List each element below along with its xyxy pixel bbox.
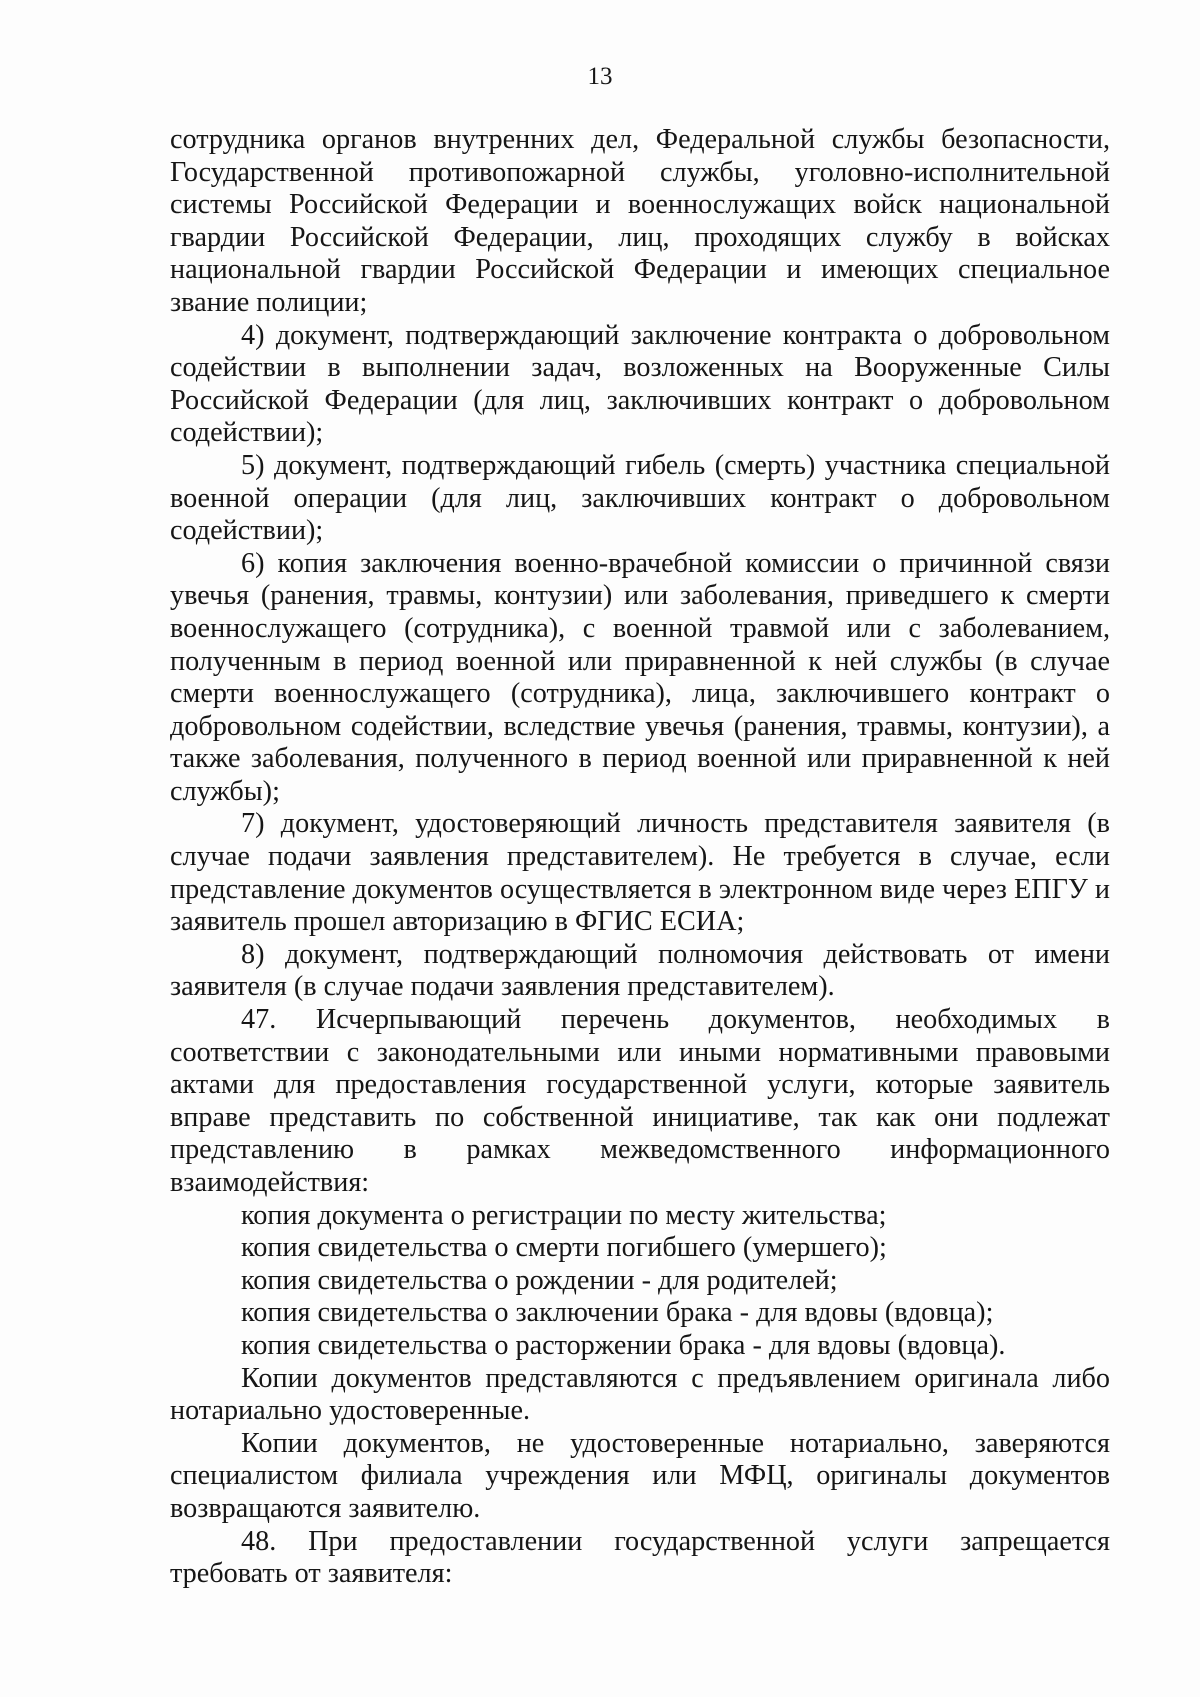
paragraph-item-4: 4) документ, подтверждающий заключение контракта о добровольном содействии в выполнении задач, возложенных на Вооруженные Силы Российской Федерации (для лиц, заключивших контракт о добровольном содействии);: [170, 319, 1110, 449]
list-item-death-certificate-copy: копия свидетельства о смерти погибшего (умершего);: [241, 1232, 887, 1264]
page-number: 13: [587, 63, 613, 90]
paragraph-item-7: 7) документ, удостоверяющий личность представителя заявителя (в случае подачи заявления представителем). Не требуется в случае, если представление документов осуществляется в электронном виде через ЕПГУ и заявитель прошел авторизацию в ФГИС ЕСИА;: [170, 808, 1110, 938]
paragraph-copies-certification: Копии документов, не удостоверенные нотариально, заверяются специалистом филиала учреждения или МФЦ, оригиналы документов возвращаются заявителю.: [170, 1427, 1110, 1524]
list-item-marriage-certificate-copy: копия свидетельства о заключении брака - для вдовы (вдовца);: [241, 1297, 994, 1329]
paragraph-item-5: 5) документ, подтверждающий гибель (смерть) участника специальной военной операции (для лиц, заключивших контракт о добровольном содействии);: [170, 449, 1110, 547]
list-item-divorce-certificate-copy: копия свидетельства о расторжении брака - для вдовы (вдовца).: [241, 1329, 1006, 1361]
list-item-birth-certificate-copy: копия свидетельства о рождении - для родителей;: [241, 1264, 838, 1296]
paragraph-clause-48: 48. При предоставлении государственной услуги запрещается требовать от заявителя:: [170, 1525, 1110, 1590]
list-item-registration-copy: копия документа о регистрации по месту жительства;: [241, 1199, 887, 1231]
document-body: [170, 124, 1110, 1591]
paragraph-continuation: сотрудника органов внутренних дел, Федеральной службы безопасности, Государственной противопожарной службы, уголовно-исполнительной системы Российской Федерации и военнослужащих войск национальной гвардии Российской Федерации, лиц, проходящих службу в войсках национальной гвардии Российской Федерации и имеющих специальное звание полиции;: [170, 124, 1110, 318]
paragraph-copies-original: Копии документов представляются с предъявлением оригинала либо нотариально удостоверенные.: [170, 1362, 1110, 1427]
paragraph-item-6: 6) копия заключения военно-врачебной комиссии о причинной связи увечья (ранения, травмы, контузии) или заболевания, приведшего к смерти военнослужащего (сотрудника), с военной травмой или с заболеванием, полученным в период военной или приравненной к ней службы (в случае смерти военнослужащего (сотрудника), лица, заключившего контракт о добровольном содействии, вследствие увечья (ранения, травмы, контузии), а также заболевания, полученного в период военной или приравненной к ней службы);: [170, 547, 1110, 807]
paragraph-clause-47: 47. Исчерпывающий перечень документов, необходимых в соответствии с законодательными или иными нормативными правовыми актами для предоставления государственной услуги, которые заявитель вправе представить по собственной инициативе, так как они подлежат представлению в рамках межведомственного информационного взаимодействия:: [170, 1004, 1110, 1198]
paragraph-item-8: 8) документ, подтверждающий полномочия действовать от имени заявителя (в случае подачи заявления представителем).: [170, 938, 1110, 1003]
